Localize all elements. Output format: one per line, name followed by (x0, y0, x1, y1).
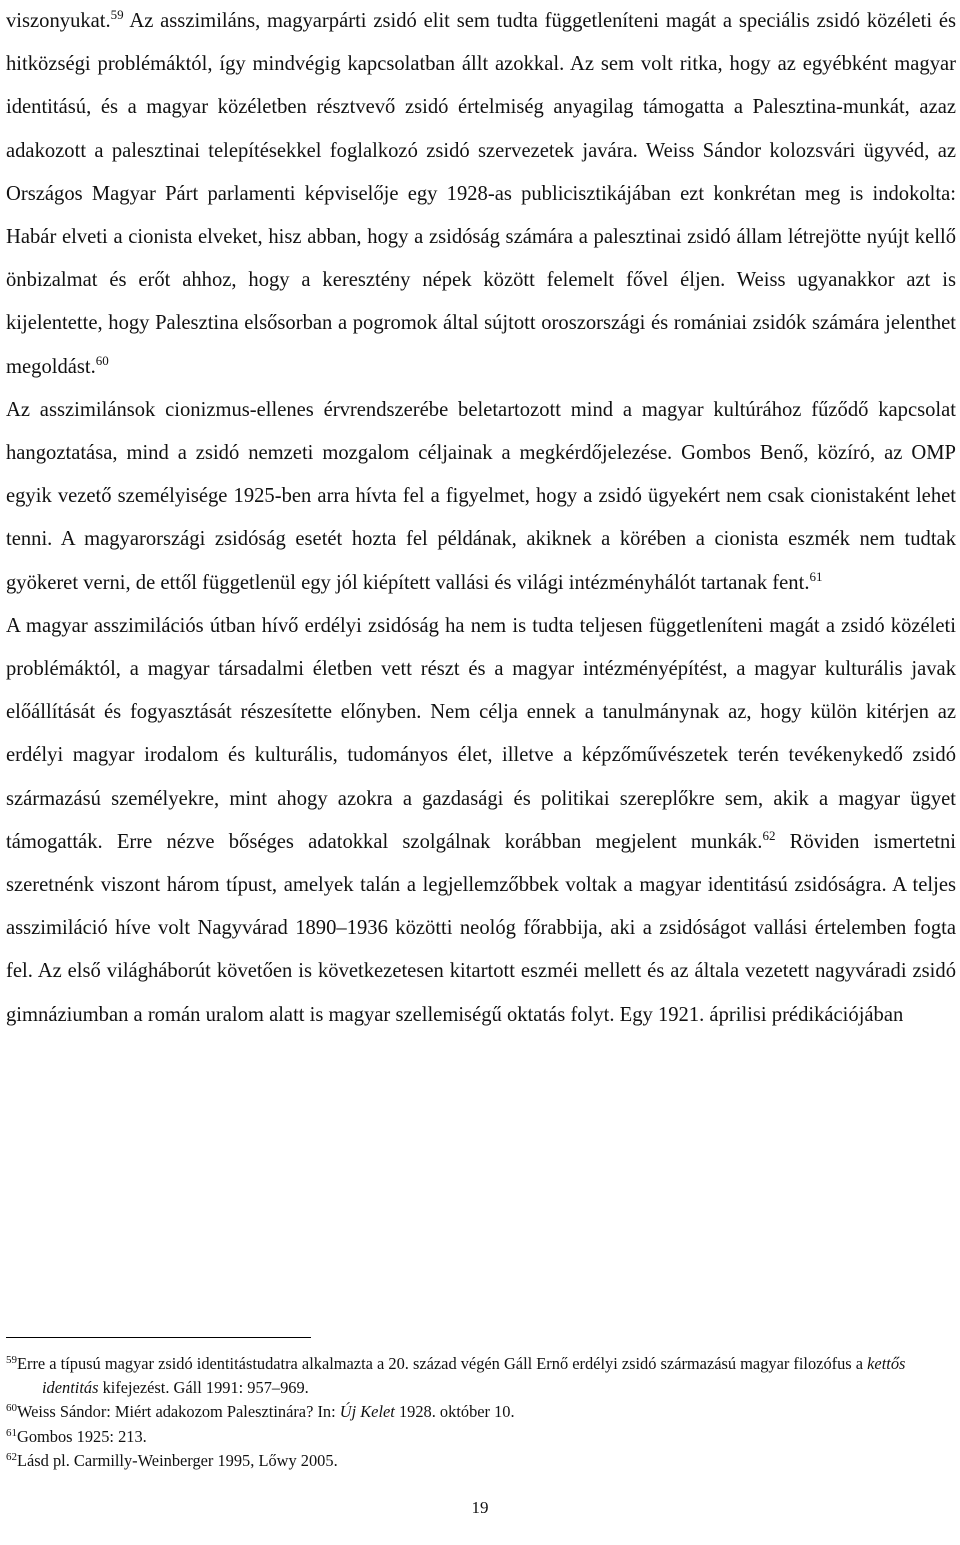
footnotes (6, 1352, 956, 1473)
body-text (6, 0, 956, 1037)
footnote-separator (6, 1337, 311, 1338)
text-run: Gombos 1925: 213. (17, 1426, 147, 1446)
footnote-item (6, 1352, 956, 1400)
footnote-number: 61 (6, 1426, 17, 1439)
italic-title: Új Kelet (339, 1402, 395, 1422)
footnote-item (6, 1449, 956, 1473)
footnote-reference: 60 (95, 352, 109, 368)
footnote-reference: 62 (762, 827, 776, 843)
text-run: Az asszimiláns, magyarpárti zsidó elit sem tudta függetleníteni magát a speciális zsidó közéleti és hitközségi problémáktól, így mindvégig kapcsolatban állt azokkal. Az sem volt ritka, hogy az egyébként magyar identitású, és a magyar közéletben résztvevő zsidó értelmiség anyagilag támogatta a Palesztina-munkát, azaz adakozott a palesztinai telepítésekkel foglalkozó zsidó szervezetek javára. Weiss Sándor kolozsvári ügyvéd, az Országos Magyar Párt parlamenti képviselője egy 1928-as publicisztikájában ezt konkrétan meg is indokolta: Habár elveti a cionista elveket, hisz abban, hogy a zsidóság számára a palesztinai zsidó állam létrejötte nyújt kellő önbizalmat és erőt ahhoz, hogy a keresztény népek között felemelt fővel éljen. Weiss ugyanakkor azt is kijelentette, hogy Palesztina elsősorban a pogromok által sújtott oroszországi és romániai zsidók számára jelenthet megoldást. (6, 10, 956, 378)
text-run: Az asszimilánsok cionizmus-ellenes érvrendszerébe beletartozott mind a magyar kultúrához fűződő kapcsolat hangoztatása, mind a zsidó nemzeti mozgalom céljainak a megkérdőjelezése. Gombos Benő, közíró, az OMP egyik vezető személyisége 1925-ben arra hívta fel a figyelmet, hogy a zsidó ügyekért nem csak cionistaként lehet tenni. A magyarországi zsidóság esetét hozta fel példának, akiknek a körében a cionista eszmék nem tudtak gyökeret verni, de ettől függetlenül egy jól kiépített vallási és világi intézményhálót tartanak fent. (6, 398, 956, 594)
text-run: Erre a típusú magyar zsidó identitástudatra alkalmazta a 20. század végén Gáll Ernő erdélyi zsidó származású magyar filozófus a (17, 1354, 868, 1373)
text-run: Lásd pl. Carmilly-Weinberger 1995, Lőwy 2005. (17, 1450, 338, 1470)
footnote-reference: 61 (809, 568, 823, 584)
text-run: Röviden ismertetni szeretnénk viszont három típust, amelyek talán a legjellemzőbbek voltak a magyar identitású zsidóságra. A teljes asszimiláció híve volt Nagyvárad 1890–1936 közötti neológ főrabbija, aki a zsidóságot vallási értelemben fogta fel. Az első világháborút követően is következetesen kitartott eszméi mellett és az általa vezetett nagyváradi zsidó gimnáziumban a román uralom alatt is magyar szellemiségű oktatás folyt. Egy 1921. áprilisi prédikációjában (6, 830, 957, 1026)
footnote-number: 62 (6, 1450, 17, 1463)
text-run: 1928. október 10. (394, 1402, 515, 1422)
footnote-number: 60 (6, 1402, 17, 1415)
footnote-item (6, 1400, 956, 1424)
body-paragraph (6, 605, 956, 1037)
text-run: viszonyukat. (6, 10, 111, 32)
footnote-number: 59 (6, 1354, 17, 1366)
footnote-item (6, 1425, 956, 1449)
text-run: Weiss Sándor: Miért adakozom Palesztinára? In: (17, 1402, 340, 1422)
text-run: A magyar asszimilációs útban hívő erdélyi zsidóság ha nem is tudta teljesen függetleníteni magát a zsidó közéleti problémáktól, a magyar társadalmi életben vett részt és a magyar intézményépítést, a magyar kulturális javak előállítását és fogyasztását részesítette előnyben. Nem célja ennek a tanulmánynak az, hogy külön kitérjen az erdélyi magyar irodalom és kulturális, tudományos élet, illetve a képzőművészetek terén tevékenykedő zsidó származású személyekre, mint ahogy azokra a gazdasági és politikai szereplőkre sem, akik a magyar ügyet támogatták. Erre nézve bőséges adatokkal szolgálnak korábban megjelent munkák. (6, 614, 956, 853)
text-run: kifejezést. Gáll 1991: 957–969. (98, 1378, 309, 1398)
page-number: 19 (471, 1498, 489, 1517)
body-paragraph (6, 0, 956, 389)
body-paragraph (6, 389, 956, 605)
italic-title: kettős identitás (42, 1354, 906, 1398)
footnote-reference: 59 (110, 7, 124, 22)
